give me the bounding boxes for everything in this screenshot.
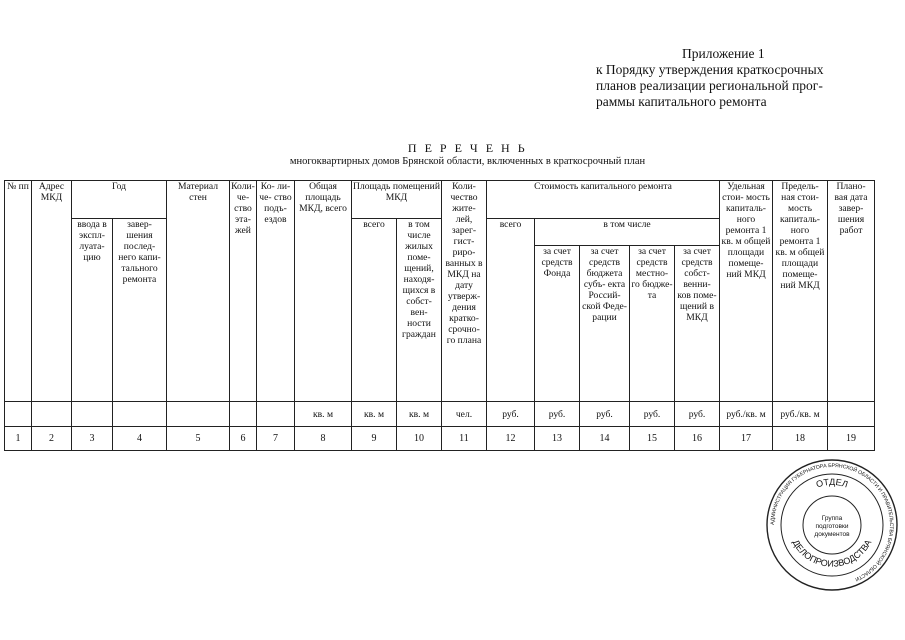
header-total-area: Общая площадь МКД, всего bbox=[295, 181, 352, 402]
column-number: 14 bbox=[580, 427, 630, 451]
stamp-center-line: Группа bbox=[821, 515, 843, 522]
stamp-center-line: подготовки bbox=[815, 523, 849, 530]
appendix-title: Приложение 1 bbox=[682, 46, 765, 61]
header-year-commission: ввода в экспл- луата- цию bbox=[72, 219, 113, 402]
unit-cell: руб. bbox=[487, 402, 535, 427]
unit-cell: руб. bbox=[535, 402, 580, 427]
header-cost-including: в том числе bbox=[535, 219, 720, 246]
unit-cell: кв. м bbox=[397, 402, 442, 427]
column-number: 13 bbox=[535, 427, 580, 451]
header-cost-total: всего bbox=[487, 219, 535, 402]
column-number: 8 bbox=[295, 427, 352, 451]
header-premises-area-group: Площадь помещений МКД bbox=[352, 181, 442, 219]
column-number: 5 bbox=[167, 427, 230, 451]
header-cost-subject-budget: за счет средств бюджета субъ- екта Россий- ской Феде- рации bbox=[580, 246, 630, 402]
stamp-ring-text: АДМИНИСТРАЦИЯ ГУБЕРНАТОРА БРЯНСКОЙ ОБЛАСТИ И ПРАВИТЕЛЬСТВА БРЯНСКОЙ ОБЛАСТИ bbox=[769, 462, 895, 582]
column-number: 15 bbox=[630, 427, 675, 451]
header-premises-total: всего bbox=[352, 219, 397, 402]
header-cost-local-budget: за счет средств местно- го бюдже- та bbox=[630, 246, 675, 402]
header-address: Адрес МКД bbox=[32, 181, 72, 402]
header-wall-material: Материал стен bbox=[167, 181, 230, 402]
header-year-group: Год bbox=[72, 181, 167, 219]
stamp-center-line: документов bbox=[814, 531, 850, 538]
header-completion-date: Плано- вая дата завер- шения работ bbox=[828, 181, 875, 402]
appendix-line: к Порядку утверждения краткосрочных bbox=[596, 62, 824, 77]
unit-cell: кв. м bbox=[295, 402, 352, 427]
stamp-bottom-text: ДЕЛОПРОИЗВОДСТВА bbox=[790, 537, 874, 569]
appendix-line: раммы капитального ремонта bbox=[596, 94, 767, 109]
header-entrances: Ко- ли-че- ство подъ- ездов bbox=[257, 181, 295, 402]
column-number: 11 bbox=[442, 427, 487, 451]
header-floors: Коли- че- ство эта- жей bbox=[230, 181, 257, 402]
column-number: 7 bbox=[257, 427, 295, 451]
document-subtitle: многоквартирных домов Брянской области, включенных в краткосрочный план bbox=[289, 156, 646, 167]
header-cost-group: Стоимость капитального ремонта bbox=[487, 181, 720, 219]
column-number: 9 bbox=[352, 427, 397, 451]
column-number: 19 bbox=[828, 427, 875, 451]
unit-cell: чел. bbox=[442, 402, 487, 427]
column-number: 2 bbox=[32, 427, 72, 451]
column-number: 18 bbox=[773, 427, 828, 451]
appendix-line: планов реализации региональной прог- bbox=[596, 78, 823, 93]
stamp-top-text: ОТДЕЛ bbox=[814, 476, 850, 490]
header-year-last-repair: завер- шения послед- него капи- тального ремонта bbox=[113, 219, 167, 402]
column-number: 3 bbox=[72, 427, 113, 451]
unit-cell: руб. bbox=[675, 402, 720, 427]
houses-table bbox=[4, 180, 875, 451]
header-no: № пп bbox=[5, 181, 32, 402]
column-number: 6 bbox=[230, 427, 257, 451]
column-number: 1 bbox=[5, 427, 32, 451]
header-residents: Коли- чество жите- лей, зарег- гист- риро- ванных в МКД на дату утверж- дения кратко- срочно- го плана bbox=[442, 181, 487, 402]
column-number: 10 bbox=[397, 427, 442, 451]
header-unit-cost: Удельная стои- мость капиталь- ного ремонта 1 кв. м общей площади помеще- ний МКД bbox=[720, 181, 773, 402]
office-stamp bbox=[765, 458, 899, 592]
column-number: 16 bbox=[675, 427, 720, 451]
document-title: П Е Р Е Ч Е Н Ь bbox=[407, 141, 528, 155]
appendix-block bbox=[596, 46, 823, 110]
header-premises-residential: в том числе жилых поме- щений, находя- щихся в собст- вен- ности граждан bbox=[397, 219, 442, 402]
header-max-cost: Предель- ная стои- мость капиталь- ного ремонта 1 кв. м общей площади помеще- ний МКД bbox=[773, 181, 828, 402]
document-title-block bbox=[0, 141, 905, 169]
unit-cell: кв. м bbox=[352, 402, 397, 427]
column-number: 4 bbox=[113, 427, 167, 451]
column-number: 12 bbox=[487, 427, 535, 451]
header-cost-owners: за счет средств собст- венни- ков поме- щений в МКД bbox=[675, 246, 720, 402]
unit-cell: руб./кв. м bbox=[720, 402, 773, 427]
column-number: 17 bbox=[720, 427, 773, 451]
unit-cell: руб. bbox=[630, 402, 675, 427]
unit-cell: руб./кв. м bbox=[773, 402, 828, 427]
unit-cell: руб. bbox=[580, 402, 630, 427]
header-cost-fund: за счет средств Фонда bbox=[535, 246, 580, 402]
